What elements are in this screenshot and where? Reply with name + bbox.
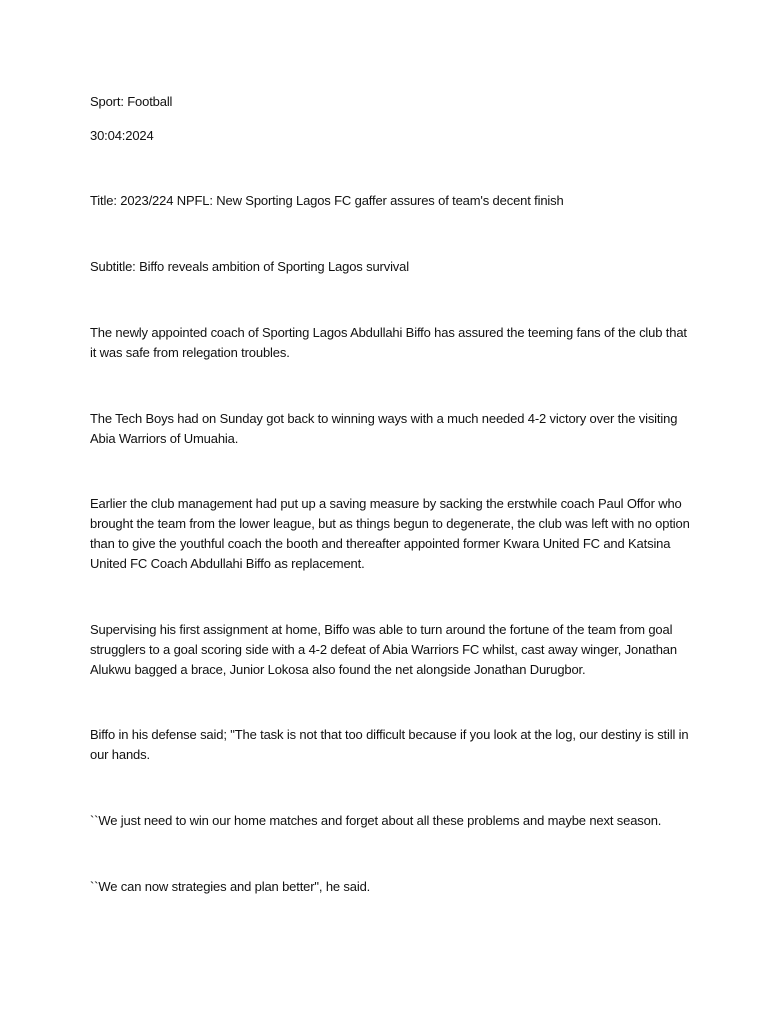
paragraph-5: Biffo in his defense said; "The task is not that too difficult because if you look at the log, our destiny is still in our hands. bbox=[90, 727, 689, 762]
article-title: Title: 2023/224 NPFL: New Sporting Lagos FC gaffer assures of team's decent finish bbox=[90, 193, 564, 208]
paragraph-6: ``We just need to win our home matches and forget about all these problems and maybe next season. bbox=[90, 813, 662, 828]
paragraph-4: Supervising his first assignment at home, Biffo was able to turn around the fortune of the team from goal strugglers to a goal scoring side with a 4-2 defeat of Abia Warriors FC whilst, cast away winger, Jonathan Alukwu bagged a brace, Junior Lokosa also found the net alongside Jonathan Durugbor. bbox=[90, 622, 677, 677]
date-line: 30:04:2024 bbox=[90, 128, 154, 143]
paragraph-1: The newly appointed coach of Sporting Lagos Abdullahi Biffo has assured the teeming fans of the club that it was safe from relegation troubles. bbox=[90, 325, 687, 360]
paragraph-2: The Tech Boys had on Sunday got back to winning ways with a much needed 4-2 victory over the visiting Abia Warriors of Umuahia. bbox=[90, 411, 678, 446]
article-subtitle: Subtitle: Biffo reveals ambition of Sporting Lagos survival bbox=[90, 259, 409, 274]
paragraph-7: ``We can now strategies and plan better", he said. bbox=[90, 879, 371, 894]
sport-line: Sport: Football bbox=[90, 94, 173, 109]
paragraph-3: Earlier the club management had put up a saving measure by sacking the erstwhile coach Paul Offor who brought the team from the lower league, but as things begun to degenerate, the club was left with no option than to give the youthful coach the booth and thereafter appointed former Kwara United FC and Katsina United FC Coach Abdullahi Biffo as replacement. bbox=[90, 496, 690, 571]
